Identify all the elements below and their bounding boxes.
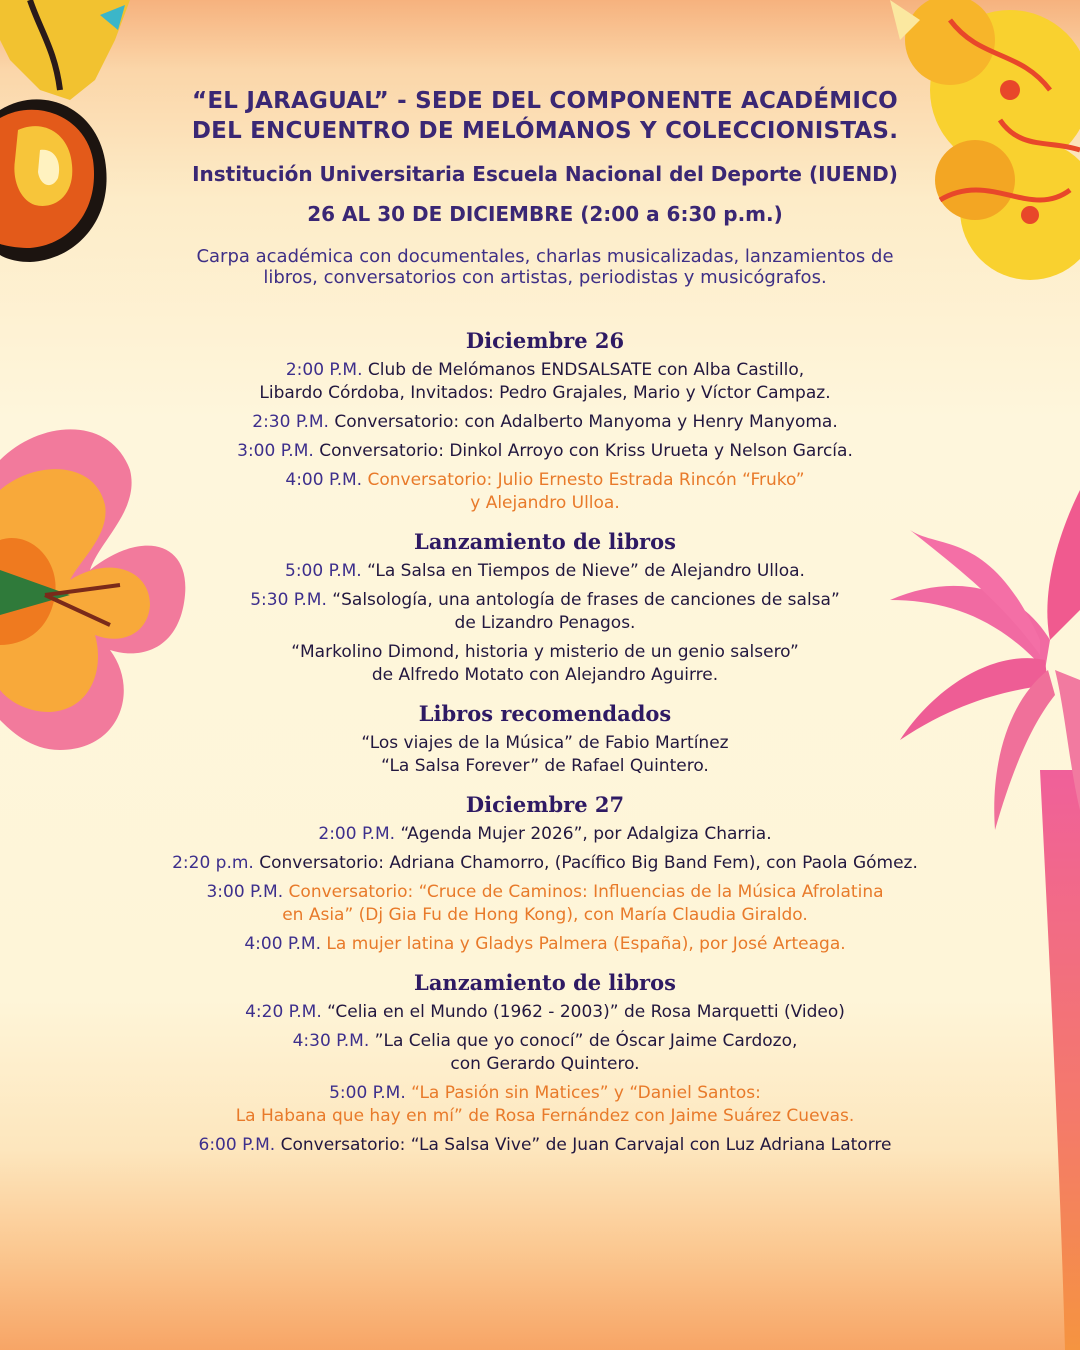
schedule-item [120,823,970,846]
item-text: Conversatorio: “La Salsa Vive” de Juan Carvajal con Luz Adriana Latorre [280,1135,892,1155]
item-text: Conversatorio: Julio Ernesto Estrada Rincón “Fruko” y Alejandro Ulloa. [367,470,805,513]
mango-fruit-illustration [0,0,130,270]
item-time: 4:00 P.M. [285,470,363,490]
page-title [120,86,970,146]
item-text: “La Salsa en Tiempos de Nieve” de Alejandro Ulloa. [367,561,805,581]
schedule-item [120,469,970,515]
event-dates: 26 AL 30 DE DICIEMBRE (2:00 a 6:30 p.m.) [307,202,783,226]
section-heading-dec26: Diciembre 26 [465,328,625,353]
schedule-item [120,1030,970,1076]
item-text: “Celia en el Mundo (1962 - 2003)” de Rosa Marquetti (Video) [327,1002,845,1022]
item-time: 5:00 P.M. [285,561,362,581]
item-time: 3:00 P.M. [206,882,284,902]
item-time: 6:00 P.M. [198,1135,276,1155]
section-heading-dec27: Diciembre 27 [465,792,625,817]
schedule-item [120,560,970,583]
item-time: 2:00 P.M. [285,360,363,380]
item-text: Club de Melómanos ENDSALSATE con Alba Castillo, Libardo Córdoba, Invitados: Pedro Grajales, Mario y Víctor Campaz. [259,360,831,403]
item-text: ”La Celia que yo conocí” de Óscar Jaime Cardozo, con Gerardo Quintero. [374,1031,798,1074]
item-text: “Agenda Mujer 2026”, por Adalgiza Charria. [400,824,772,844]
item-time: 4:20 P.M. [245,1002,322,1022]
item-time: 4:00 P.M. [244,934,321,954]
item-text: “Markolino Dimond, historia y misterio de un genio salsero” de Alfredo Motato con Alejandro Aguirre. [291,642,799,685]
item-text: “Salsología, una antología de frases de canciones de salsa” de Lizandro Penagos. [332,590,840,633]
recommended-books-list: “Los viajes de la Música” de Fabio Martínez “La Salsa Forever” de Rafael Quintero. [361,733,729,776]
title-line-1: “EL JARAGUAL” - SEDE DEL COMPONENTE ACADÉMICO [192,88,898,114]
item-time: 2:00 P.M. [318,824,396,844]
title-line-2: DEL ENCUENTRO DE MELÓMANOS Y COLECCIONISTAS. [191,118,899,144]
institution-name: Institución Universitaria Escuela Nacional del Deporte (IUEND) [192,162,898,186]
section-heading-book-launch-2: Lanzamiento de libros [414,970,676,995]
schedule-item [120,1134,970,1157]
item-text: Conversatorio: Dinkol Arroyo con Kriss Urueta y Nelson García. [319,441,853,461]
schedule-item [120,933,970,956]
schedule-item [100,852,990,875]
section-heading-book-launch: Lanzamiento de libros [414,529,676,554]
item-time: 5:00 P.M. [329,1083,406,1103]
schedule-item [120,589,970,635]
schedule-item [120,359,970,405]
item-time: 3:00 P.M. [237,441,314,461]
event-program [120,86,970,1163]
schedule-item [120,1082,970,1128]
item-time: 2:20 p.m. [172,853,254,873]
schedule-item [120,411,970,434]
schedule-item [120,641,970,687]
item-text: Conversatorio: “Cruce de Caminos: Influencias de la Música Afrolatina en Asia” (Dj Gia Fu de Hong Kong), con María Claudia Giraldo. [282,882,884,925]
section-heading-recommended-books: Libros recomendados [418,701,672,726]
event-description: Carpa académica con documentales, charlas musicalizadas, lanzamientos de libros, conversatorios con artistas, periodistas y musicógrafos. [196,246,894,288]
item-time: 4:30 P.M. [292,1031,370,1051]
item-text: Conversatorio: con Adalberto Manyoma y Henry Manyoma. [334,412,838,432]
item-text: La mujer latina y Gladys Palmera (España), por José Arteaga. [326,934,846,954]
item-time: 2:30 P.M. [252,412,329,432]
schedule-item [120,1001,970,1024]
item-time: 5:30 P.M. [250,590,327,610]
schedule-item [120,881,970,927]
item-text: Conversatorio: Adriana Chamorro, (Pacífico Big Band Fem), con Paola Gómez. [259,853,918,873]
schedule-item [120,440,970,463]
item-text: “La Pasión sin Matices” y “Daniel Santos: La Habana que hay en mí” de Rosa Fernández con Jaime Suárez Cuevas. [235,1083,855,1126]
